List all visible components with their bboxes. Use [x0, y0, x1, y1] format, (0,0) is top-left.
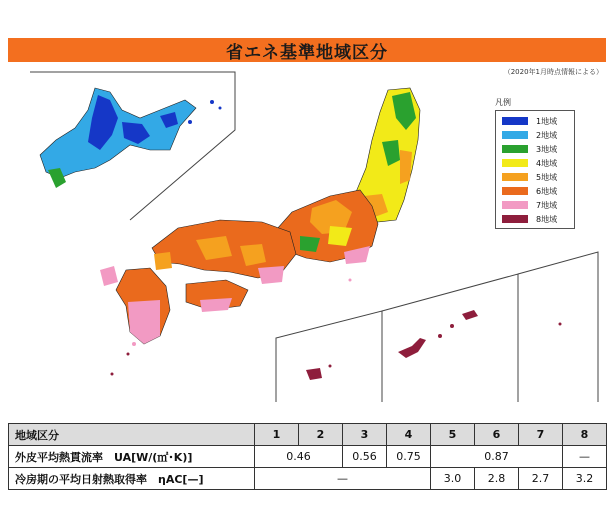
legend-item — [496, 114, 574, 128]
hokkaido-region — [40, 88, 222, 188]
legend-item — [496, 142, 574, 156]
legend-swatch — [502, 131, 528, 139]
ua-label: 外皮平均熱貫流率 UA[W/(㎡･K)] — [9, 446, 255, 468]
legend-item — [496, 170, 574, 184]
legend-item — [496, 156, 574, 170]
map-title: 省エネ基準地域区分 — [226, 42, 388, 63]
legend-swatch — [502, 173, 528, 181]
legend-label: 8地域 — [536, 214, 558, 224]
ua-value-4: 0.75 — [387, 446, 431, 468]
table-row-eta — [9, 468, 607, 490]
header-region: 地域区分 — [9, 424, 255, 446]
table-row-ua — [9, 446, 607, 468]
map-legend — [495, 97, 575, 229]
legend-swatch — [502, 215, 528, 223]
western-honshu-region — [152, 220, 296, 284]
legend-swatch — [502, 145, 528, 153]
legend-swatch — [502, 117, 528, 125]
legend-item — [496, 198, 574, 212]
ua-value-5-7: 0.87 — [431, 446, 563, 468]
eta-value-7: 2.7 — [519, 468, 563, 490]
shikoku-region — [186, 280, 248, 312]
header-region-2: 2 — [299, 424, 343, 446]
legend-item — [496, 212, 574, 226]
legend-title: 凡例 — [495, 98, 511, 107]
legend-label: 2地域 — [536, 130, 558, 140]
data-date-note: （2020年1月時点情報による） — [503, 68, 603, 76]
legend-label: 1地域 — [536, 116, 558, 126]
okinawa-inset-frame-left — [276, 311, 382, 402]
eta-label: 冷房期の平均日射熱取得率 ηAC[—] — [9, 468, 255, 490]
eta-value-6: 2.8 — [475, 468, 519, 490]
eta-value-8: 3.2 — [563, 468, 607, 490]
islands-inset-frame-right — [518, 252, 598, 402]
ua-value-3: 0.56 — [343, 446, 387, 468]
legend-label: 7地域 — [536, 200, 558, 210]
legend-label: 3地域 — [536, 144, 558, 154]
legend-swatch — [502, 201, 528, 209]
eta-value-1-4: — — [255, 468, 431, 490]
legend-label: 4地域 — [536, 158, 558, 168]
ua-value-8: — — [563, 446, 607, 468]
header-region-8: 8 — [563, 424, 607, 446]
legend-item — [496, 184, 574, 198]
header-region-3: 3 — [343, 424, 387, 446]
header-region-1: 1 — [255, 424, 299, 446]
okinawa-inset-frame-mid — [382, 274, 518, 402]
header-region-6: 6 — [475, 424, 519, 446]
legend-label: 6地域 — [536, 186, 558, 196]
legend-item — [496, 128, 574, 142]
kyushu-region — [100, 266, 170, 344]
legend-swatch — [502, 159, 528, 167]
legend-label: 5地域 — [536, 172, 558, 182]
legend-box — [495, 110, 575, 229]
eta-value-5: 3.0 — [431, 468, 475, 490]
legend-swatch — [502, 187, 528, 195]
table-header-row — [9, 424, 607, 446]
header-region-5: 5 — [431, 424, 475, 446]
ua-value-1-2: 0.46 — [255, 446, 343, 468]
southern-islands — [111, 279, 562, 381]
header-region-4: 4 — [387, 424, 431, 446]
header-region-7: 7 — [519, 424, 563, 446]
region-criteria-table — [8, 423, 607, 490]
